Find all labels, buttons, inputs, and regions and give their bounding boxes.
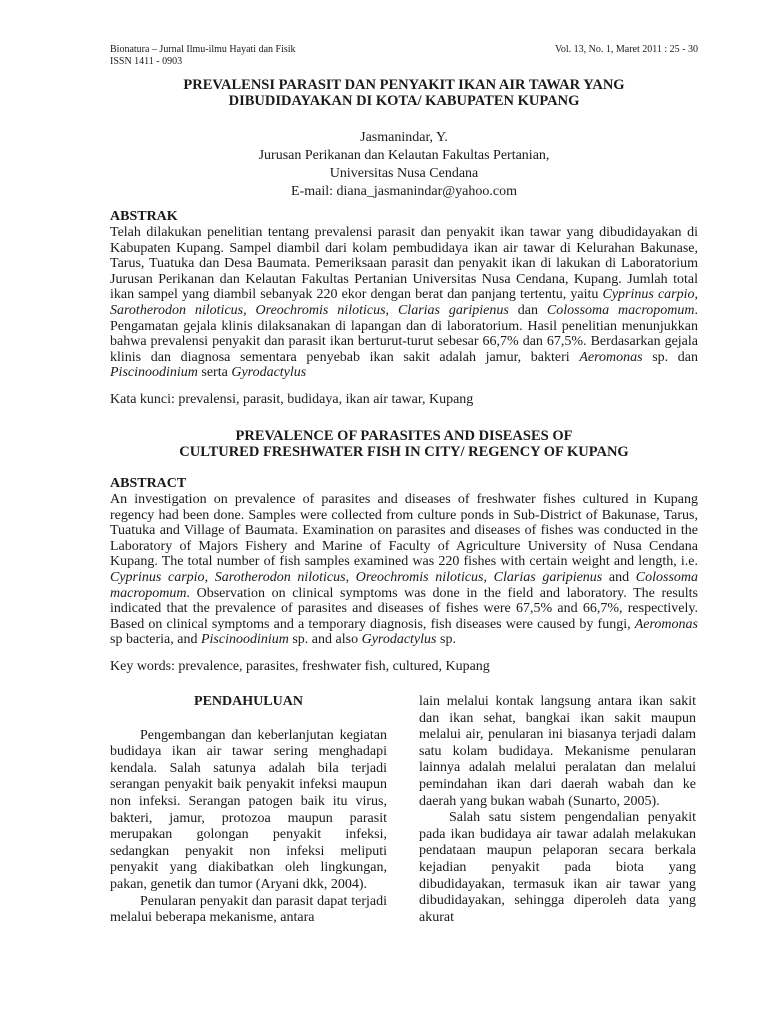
- paper-title-english: [110, 428, 698, 460]
- author-block: [110, 129, 698, 201]
- abstrak-text: Telah dilakukan penelitian tentang prevalensi parasit dan penyakit ikan tawar yang dibudidayakan di Kabupaten Kupang. Sampel diambil dari kolam pembudidaya ikan air tawar di Kelurahan Bakunase, Tarus, Tuatuka dan Desa Baumata. Pemeriksaan parasit dan penyakit ikan di lakukan di Laboratorium Jurusan Perikanan dan Kelautan Fakultas Pertanian Universitas Nusa Cendana, Kupang. Jumlah total ikan sampel yang diambil sebanyak 220 ekor dengan berat dan panjang tertentu, yaitu Cyprinus carpio, Sarotherodon niloticus, Oreochromis niloticus, Clarias garipienus dan Colossoma macropomum. Pengamatan gejala klinis dilaksanakan di lapangan dan di laboratorium. Hasil penelitian menunjukkan bahwa prevalensi penyakit dan parasit ikan berturut-turut sebesar 66,7% dan 67,5%. Berdasarkan gejala klinis dan diagnosa sementara penyebab ikan sakit adalah jamur, bakteri Aeromonas sp. dan Piscinoodinium serta Gyrodactylus: [110, 225, 699, 381]
- body-paragraph: lain melalui kontak langsung antara ikan sakit dan ikan sehat, bangkai ikan sakit maupun melalui air, penularan ini biasanya terjadi dalam satu kolam budidaya. Mekanisme penularan lainnya adalah melalui peralatan dan melalui pemindahan ikan dari daerah wabah dan ke daerah yang bukan wabah (Sunarto, 2005).: [419, 694, 696, 809]
- key-words: Key words: prevalence, parasites, freshwater fish, cultured, Kupang: [110, 658, 490, 674]
- body-paragraph: Pengembangan dan keberlanjutan kegiatan budidaya ikan air tawar sering menghadapi kendala. Salah satunya adalah bila terjadi serangan penyakit baik penyakit infeksi maupun non infeksi. Serangan patogen baik itu virus, bakteri, jamur, protozoa maupun parasit merupakan golongan penyakit infeksi, sedangkan penyakit non infeksi meliputi penyakit yang diakibatkan oleh lingkungan, pakan, genetik dan tumor (Aryani dkk, 2004).: [110, 727, 387, 892]
- issn: ISSN 1411 - 0903: [110, 56, 183, 67]
- author-university: Universitas Nusa Cendana: [329, 166, 479, 181]
- author-name: Jasmanindar, Y.: [360, 130, 448, 145]
- paper-title-indonesian: [110, 77, 698, 109]
- pendahuluan-heading: PENDAHULUAN: [194, 694, 303, 709]
- column-right: [419, 694, 696, 926]
- abstrak-section: [110, 209, 698, 408]
- title-line: CULTURED FRESHWATER FISH IN CITY/ REGENCY OF KUPANG: [179, 444, 629, 460]
- journal-name: Bionatura – Jurnal Ilmu-ilmu Hayati dan Fisik: [110, 44, 296, 55]
- abstract-section: [110, 476, 698, 675]
- english-title-block: [110, 428, 698, 460]
- body-paragraph: Salah satu sistem pengendalian penyakit pada ikan budidaya air tawar adalah melakukan pendataan maupun pelaporan secara berkala kejadian penyakit pada biota yang dibudidayakan, termasuk ikan air tawar yang dibudidayakan, sehingga diperoleh data yang akurat: [419, 810, 696, 925]
- abstract-text: An investigation on prevalence of parasites and diseases of freshwater fishes cultured in Kupang regency had been done. Samples were collected from culture ponds in Sub-District of Bakunase, Tarus, Tuatuka and Village of Baumata. Examination on parasites and diseases of fishes was conducted in the Laboratory of Majors Fishery and Marine of Faculty of Agriculture University of Nusa Cendana Kupang. The total number of fish samples examined was 220 fishes with certain weight and length, i.e. Cyprinus carpio, Sarotherodon niloticus, Oreochromis niloticus, Clarias garipienus and Colossoma macropomum. Observation on clinical symptoms was done in the field and laboratory. The results indicated that the prevalence of parasites and diseases of fishes were 67,5% and 66,7%, respectively. Based on clinical symptoms and a temporary diagnosis, fish diseases were caused by fungi, Aeromonas sp bacteria, and Piscinoodinium sp. and also Gyrodactylus sp.: [110, 492, 699, 648]
- kata-kunci: Kata kunci: prevalensi, parasit, budidaya, ikan air tawar, Kupang: [110, 391, 474, 407]
- body-paragraph: Penularan penyakit dan parasit dapat terjadi melalui beberapa mekanisme, antara: [110, 893, 387, 926]
- title-line: DIBUDIDAYAKAN DI KOTA/ KABUPATEN KUPANG: [228, 93, 580, 109]
- title-line: PREVALENSI PARASIT DAN PENYAKIT IKAN AIR TAWAR YANG: [183, 77, 625, 93]
- abstrak-heading: ABSTRAK: [110, 209, 178, 224]
- running-header-left: [110, 44, 296, 68]
- title-block: [110, 77, 698, 201]
- column-left: [110, 694, 387, 927]
- author-email: E-mail: diana_jasmanindar@yahoo.com: [291, 184, 517, 199]
- author-department: Jurusan Perikanan dan Kelautan Fakultas Pertanian,: [258, 148, 550, 163]
- abstract-heading: ABSTRACT: [110, 476, 187, 491]
- volume-info: Vol. 13, No. 1, Maret 2011 : 25 - 30: [554, 44, 698, 55]
- title-line: PREVALENCE OF PARASITES AND DISEASES OF: [235, 428, 573, 444]
